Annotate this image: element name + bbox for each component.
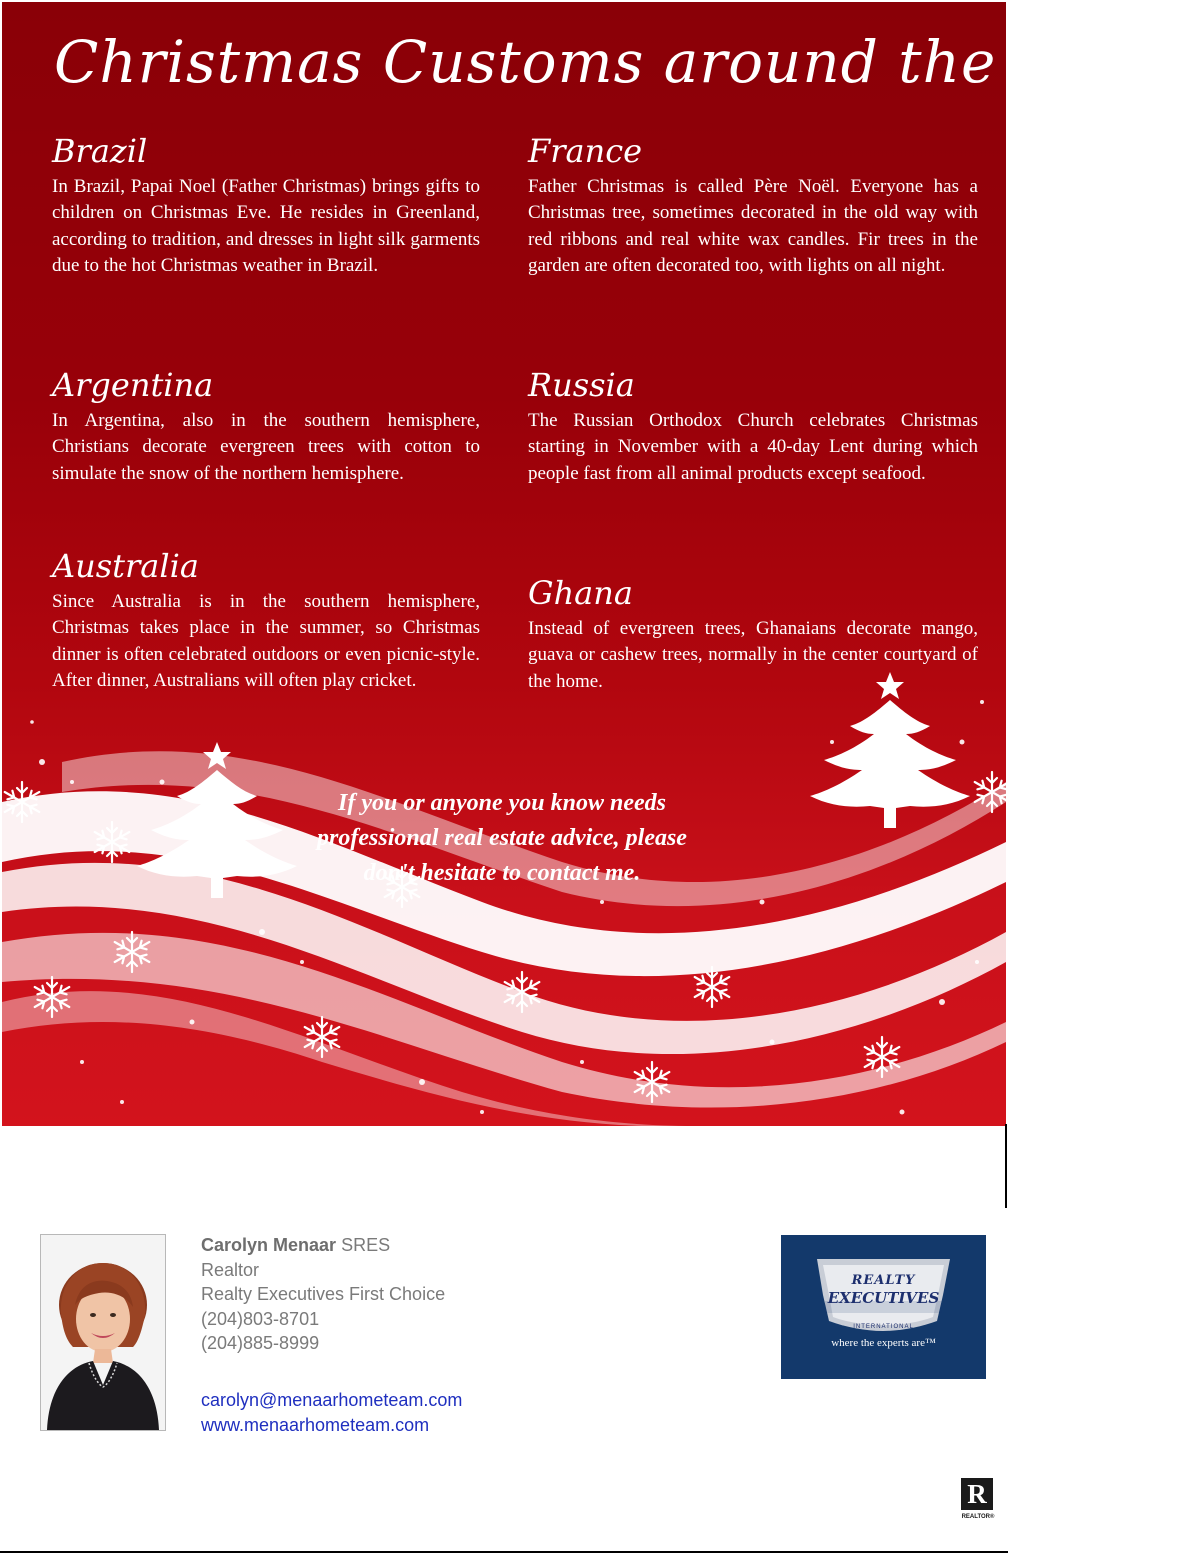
page-border-right — [1005, 1124, 1007, 1208]
section-ghana — [528, 570, 978, 695]
logo-line-1: REALTY — [851, 1273, 916, 1288]
section-australia — [52, 543, 480, 694]
agent-company: Realty Executives First Choice — [201, 1284, 446, 1305]
section-france — [528, 128, 978, 279]
contact-spacer — [201, 1356, 681, 1388]
contact-name-line — [201, 1233, 681, 1258]
country-paragraph: The Russian Orthodox Church celebrates Christmas starting in November with a 40-day Lent during which people fast from all animal products except seafood. — [528, 410, 978, 484]
agent-phone-2: (204)885-8999 — [201, 1333, 320, 1354]
country-paragraph: In Argentina, also in the southern hemisphere, Christians decorate evergreen trees with cotton to simulate the snow of the northern hemisphere. — [52, 410, 480, 484]
agent-photo — [40, 1234, 166, 1431]
logo-line-2: EXECUTIVES — [827, 1289, 940, 1307]
country-paragraph: Since Australia is in the southern hemisphere, Christmas takes place in the summer, so Christmas dinner is often celebrated outdoors or even picnic-style. After dinner, Australians will often play cricket. — [52, 591, 480, 691]
realtor-label: REALTOR® — [961, 1514, 995, 1520]
country-paragraph: Instead of evergreen trees, Ghanaians decorate mango, guava or cashew trees, normally in the center courtyard of the home. — [528, 618, 978, 692]
agent-designation: SRES — [341, 1235, 391, 1255]
logo-line-3: INTERNATIONAL — [853, 1324, 914, 1330]
realtor-r-box — [961, 1478, 993, 1510]
cta-line: don't hesitate to contact me. — [363, 860, 641, 886]
cta-line: professional real estate advice, please — [317, 825, 687, 851]
country-paragraph: In Brazil, Papai Noel (Father Christmas) brings gifts to children on Christmas Eve. He resides in Greenland, according to tradition, and dresses in light silk garments due to the hot Christmas weather in Brazil. — [52, 176, 480, 276]
agent-role: Realtor — [201, 1259, 260, 1280]
realtor-r-icon — [958, 1478, 998, 1524]
agent-phone-1: (204)803-8701 — [201, 1308, 320, 1329]
logo-tagline: where the experts are™ — [831, 1337, 936, 1349]
section-russia — [528, 362, 978, 487]
country-heading: Brazil — [52, 132, 148, 170]
cta-line: If you or anyone you know needs — [337, 790, 667, 816]
agent-website-link[interactable]: www.menaarhometeam.com — [201, 1414, 430, 1435]
country-heading: Ghana — [528, 574, 633, 612]
page-title: Christmas Customs around the World — [54, 28, 1195, 96]
call-to-action — [252, 786, 752, 891]
country-heading: Argentina — [52, 366, 214, 404]
section-argentina — [52, 362, 480, 487]
christmas-panel — [2, 2, 1195, 1126]
country-heading: France — [528, 132, 643, 170]
contact-block — [201, 1233, 681, 1437]
country-heading: Australia — [52, 547, 199, 585]
country-paragraph: Father Christmas is called Père Noël. Everyone has a Christmas tree, sometimes decorated in the old way with red ribbons and real white wax candles. Fir trees in the garden are often decorated too, with lights on all night. — [528, 176, 978, 276]
section-brazil — [52, 128, 480, 279]
realty-executives-logo — [781, 1235, 986, 1379]
realtor-r-letter: R — [967, 1479, 987, 1509]
christmas-tree-icon — [810, 672, 970, 828]
agent-name: Carolyn Menaar — [201, 1235, 337, 1255]
country-heading: Russia — [528, 366, 635, 404]
page-border-bottom — [0, 1551, 1008, 1553]
agent-email-link[interactable]: carolyn@menaarhometeam.com — [201, 1389, 463, 1410]
